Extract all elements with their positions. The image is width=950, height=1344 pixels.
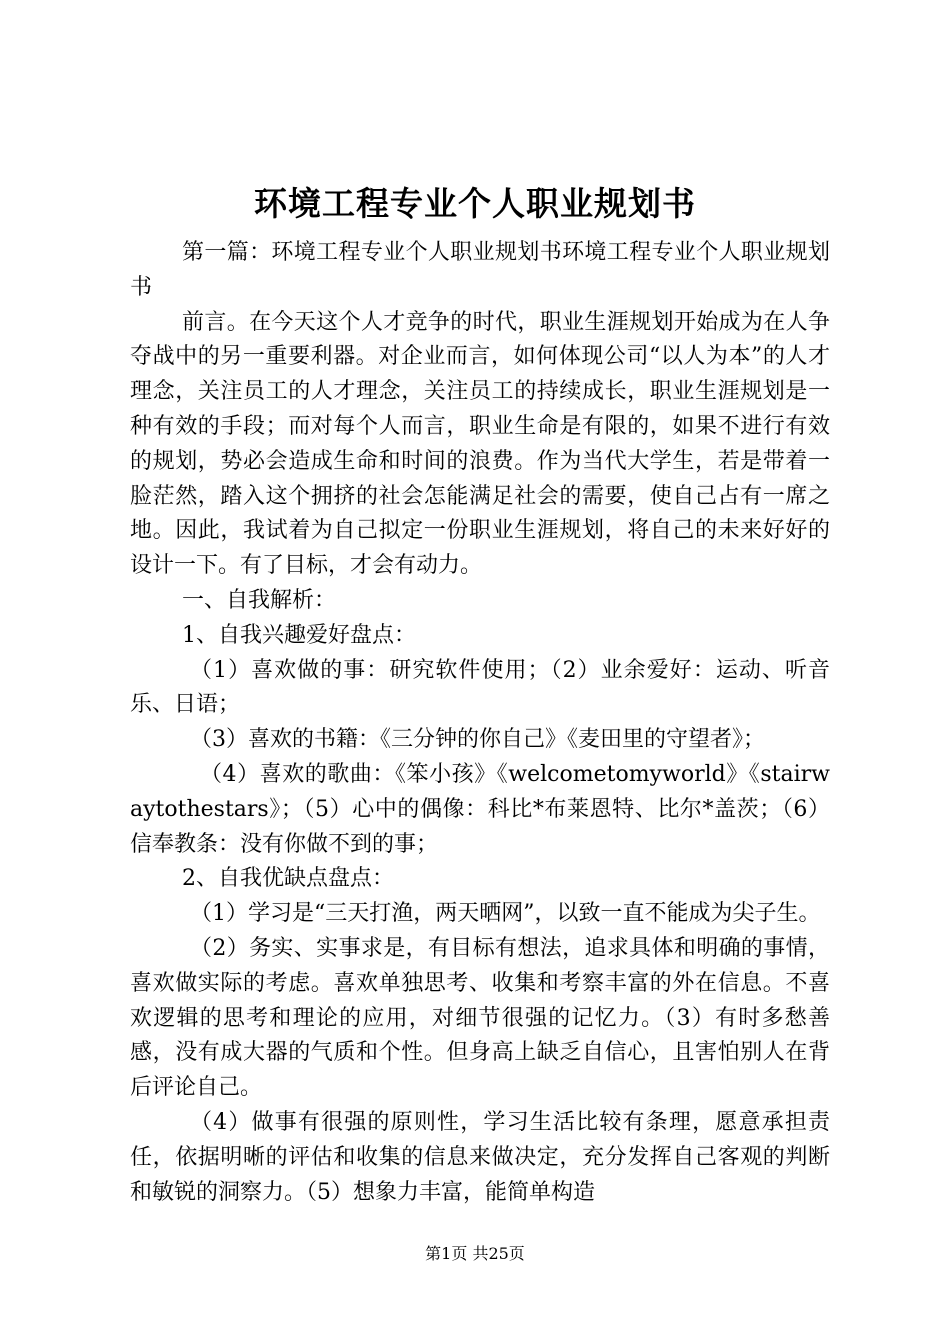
paragraph-strengths-1: （1）学习是“三天打渔，两天晒网”，以致一直不能成为尖子生。 [190, 901, 821, 927]
document-title: 环境工程专业个人职业规划书 [254, 184, 696, 223]
document-body [130, 236, 830, 1210]
paragraph-strengths-2: （2）务实、实事求是，有目标有想法，追求具体和明确的事情，喜欢做实际的考虑。喜欢单独思考、收集和考察丰富的外在信息。不喜欢逻辑的思考和理论的应用，对细节很强的记忆力。（3）有时多愁善感，没有成大器的气质和个性。但身高上缺乏自信心，且害怕别人在背后评论自己。 [130, 935, 830, 1101]
section-heading-self-analysis: 一、自我解析： [182, 587, 337, 613]
subsection-heading-interests: 1、自我兴趣爱好盘点： [182, 622, 416, 648]
paragraph-heading: 第一篇：环境工程专业个人职业规划书环境工程专业个人职业规划书 [130, 240, 830, 300]
paragraph-interests-2: （3）喜欢的书籍：《三分钟的你自己》《麦田里的守望者》； [190, 727, 765, 753]
page-footer: 第1页 共25页 [425, 1244, 525, 1263]
paragraph-preface: 前言。在今天这个人才竞争的时代，职业生涯规划开始成为在人争夺战中的另一重要利器。对企业而言，如何体现公司“以人为本”的人才理念，关注员工的人才理念，关注员工的持续成长，职业生涯规划是一种有效的手段；而对每个人而言，职业生命是有限的，如果不进行有效的规划，势必会造成生命和时间的浪费。作为当代大学生，若是带着一脸茫然，踏入这个拥挤的社会怎能满足社会的需要，使自己占有一席之地。因此，我试着为自己拟定一份职业生涯规划，将自己的未来好好的设计一下。有了目标，才会有动力。 [130, 309, 830, 579]
paragraph-strengths-3: （4）做事有很强的原则性，学习生活比较有条理，愿意承担责任，依据明晰的评估和收集的信息来做决定，充分发挥自己客观的判断和敏锐的洞察力。（5）想象力丰富，能简单构造 [130, 1109, 830, 1205]
paragraph-interests-3: （4）喜欢的歌曲：《笨小孩》《welcometomyworld》《stairwaytothestars》；（5）心中的偶像：科比*布莱恩特、比尔*盖茨；（6）信奉教条：没有你做不到的事； [130, 761, 830, 857]
paragraph-interests-1: （1）喜欢做的事：研究软件使用；（2）业余爱好：运动、听音乐、日语； [130, 657, 830, 718]
subsection-heading-strengths: 2、自我优缺点盘点： [182, 866, 394, 892]
